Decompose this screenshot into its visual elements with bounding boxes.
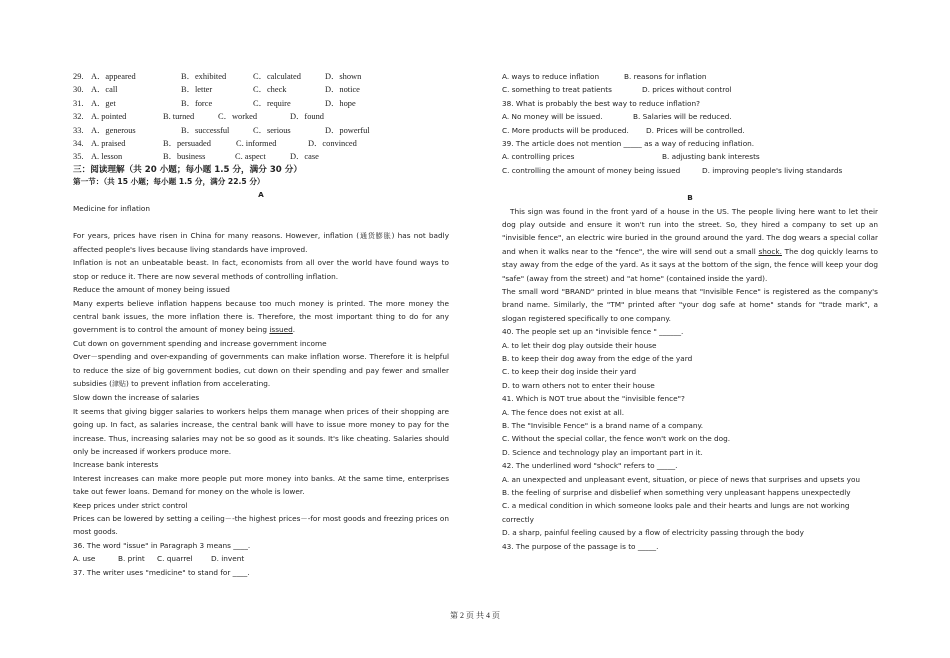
question: 40. The people set up an "invisible fence " ______. <box>502 327 684 337</box>
question-options: C. More products will be produced. D. Prices will be controlled. <box>502 125 745 135</box>
option: B. the feeling of surprise and disbelief when something very unpleasant happens unexpectedly <box>502 488 851 498</box>
subheading: Increase bank interests <box>73 460 159 470</box>
question-options: A. use B. print C. quarrel D. invent <box>73 554 245 564</box>
paragraph: The small word "BRAND" printed in blue means that "Invisible Fence" is registered as the company's brand name. Similarly, the "TM" printed after "your dog safe at home" stands for "trade mark", a slogan registered specifically to one company. <box>502 286 878 323</box>
underlined-word: issued <box>269 325 293 335</box>
subheading: Keep prices under strict control <box>73 500 188 510</box>
option: C. to keep their dog inside their yard <box>502 367 637 377</box>
cloze-options <box>73 70 449 164</box>
choice-row: 29. A．appeared B．exhibited C．calculated D．shown <box>73 72 362 81</box>
question: 38. What is probably the best way to reduce inflation? <box>502 98 700 108</box>
section-heading: 三：阅读理解（共 20 小题；每小题 1.5 分，满分 30 分） <box>73 164 302 175</box>
question-options: A. No money will be issued. B. Salaries will be reduced. <box>502 112 732 122</box>
right-column <box>502 70 878 553</box>
subheading: Slow down the increase of salaries <box>73 393 200 403</box>
option: D. to warn others not to enter their house <box>502 380 655 390</box>
question-options: C. controlling the amount of money being issued D. improving people's living standards <box>502 165 843 175</box>
question: 39. The article does not mention _____ as a way of reducing inflation. <box>502 138 755 148</box>
choice-row: 35. A. lesson B．business C. aspect D．case <box>73 152 319 162</box>
option: A. to let their dog play outside their house <box>502 340 657 350</box>
option: D. Science and technology play an important part in it. <box>502 447 703 457</box>
paragraph: For years, prices have risen in China for many reasons. However, inflation (通货膨胀) has not badly affected people's lives because living standards have improved. <box>73 230 450 254</box>
paragraph: Prices can be lowered by setting a ceiling－-the highest prices－-for most goods and freezing prices on most goods. <box>73 514 449 537</box>
subheading: Cut down on government spending and increase government income <box>73 338 327 348</box>
question: 42. The underlined word "shock" refers to _____. <box>502 461 678 471</box>
question: 36. The word "issue" in Paragraph 3 means ____. <box>73 540 251 550</box>
passage-letter: B <box>687 192 693 202</box>
option: A. The fence does not exist at all. <box>502 407 625 417</box>
subheading: Reduce the amount of money being issued <box>73 285 230 295</box>
section-subheading: 第一节：（共 15 小题；每小题 1.5 分，满分 22.5 分） <box>73 176 265 186</box>
page-footer: 第 2 页 共 4 页 <box>450 611 500 620</box>
question-options: A. controlling prices B. adjusting bank interests <box>502 152 760 162</box>
option: B. to keep their dog away from the edge of the yard <box>502 354 693 364</box>
paragraph: Interest increases can make more people put more money into banks. At the same time, enterprises take out fewer loans. Demand for money on the whole is lower. <box>73 473 449 497</box>
option: A. an unexpected and unpleasant event, situation, or piece of news that surprises and upsets you <box>502 474 861 484</box>
paragraph: It seems that giving bigger salaries to workers helps them manage when prices of their shopping are going up. In fact, as salaries increase, the central bank will have to issue more money to pay for the increase. Thus, increasing salaries may not be so good as it sounds. It's like cheating. Salaries should only be increased if workers produce more. <box>73 406 449 457</box>
question: 41. Which is NOT true about the "invisible fence"? <box>502 394 685 404</box>
option: C. a medical condition in which someone looks pale and their hearts and lungs are not working correctly <box>502 501 850 524</box>
choice-row: 30. A．call B．letter C．check D．notice <box>73 85 360 95</box>
option: D. a sharp, painful feeling caused by a flow of electricity passing through the body <box>502 528 804 538</box>
option: B. The "Invisible Fence" is a brand name of a company. <box>502 421 704 431</box>
passage-title: Medicine for inflation <box>73 203 150 213</box>
option: C. Without the special collar, the fence won't work on the dog. <box>502 434 731 444</box>
paragraph: Over－spending and over-expanding of governments can make inflation worse. Therefore it is helpful to reduce the size of big government bodies, cut down on their spending and pay fewer and smaller subsidies (津贴) to prevent inflation from accelerating. <box>73 352 449 388</box>
question-options: A. ways to reduce inflation B. reasons for inflation <box>502 72 707 81</box>
question: 43. The purpose of the passage is to _____. <box>502 541 659 551</box>
choice-row: 32. A. pointed B. turned C．worked D．found <box>73 112 324 122</box>
underlined-word: shock. <box>758 246 782 256</box>
choice-row: 34. A. praised B．persuaded C. informed D．convinced <box>73 138 357 148</box>
choice-row: 31. A．get B．force C．require D．hope <box>73 98 356 108</box>
paragraph: Inflation is not an unbeatable beast. In fact, economists from all over the world have found ways to stop or reduce it. There are now several methods of controlling inflation. <box>73 258 449 281</box>
left-column <box>73 70 449 579</box>
paragraph: This sign was found in the front yard of a house in the US. The people living here want to let their dog play outside and ensure it won't run into the street. So, they hired a company to set up an "invisible fence", an electric wire buried in the ground around the yard. The dog wears a special collar and when it walks near to the "fence", the wire will send out a small shock. The dog quickly learns to stay away from the edge of the yard. As it says at the bottom of the sign, the fence will keep your dog "safe" (away from the street) and "at home" (contained inside the yard). <box>502 206 879 283</box>
choice-row: 33. A．generous B．successful C．serious D．powerful <box>73 125 370 135</box>
question: 37. The writer uses "medicine" to stand for ____. <box>73 567 250 577</box>
paragraph: Many experts believe inflation happens because too much money is printed. The more money the central bank issues, the more inflation there is. Therefore, the most important thing to do for any government is to control the amount of money being issued. <box>73 298 449 335</box>
passage-letter: A <box>258 189 264 199</box>
question-options: C. something to treat patients D. prices without control <box>502 85 732 95</box>
